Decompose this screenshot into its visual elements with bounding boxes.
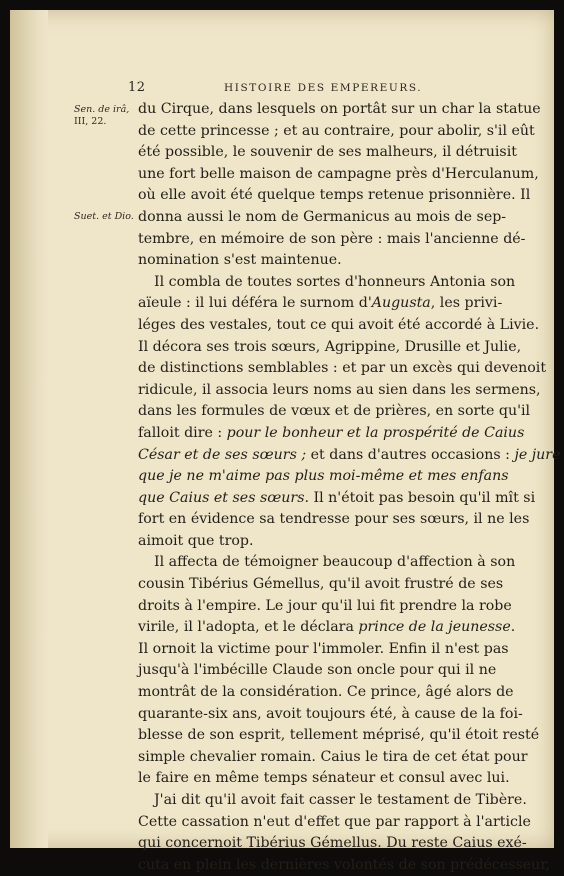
text-run: J'ai dit qu'il avoit fait casser le testament de Tibère. [154, 792, 527, 808]
text-run: , les privi- [430, 295, 503, 312]
text-line [138, 790, 527, 812]
text-line [138, 250, 484, 272]
margin-note-line: Suet. et Dio. [74, 211, 134, 222]
body-text [138, 99, 561, 876]
italic-text: prince de la jeunesse [358, 619, 511, 636]
page-number: 12 [128, 80, 146, 95]
text-line [138, 380, 541, 402]
text-run: qui concernoit Tibérius Gémellus. Du reste Caius exé- [138, 835, 527, 852]
text-line [138, 617, 516, 639]
text-line [138, 509, 530, 531]
text-line [138, 768, 510, 790]
text-run: Il combla de toutes sortes d'honneurs Antonia son [154, 273, 516, 290]
text-run: où elle avoit été quelque temps retenue prisonnière. Il [138, 187, 531, 204]
text-line [138, 682, 514, 704]
text-run: Il ornoit la victime pour l'immoler. Enfin il n'est pas [138, 640, 509, 657]
text-line [138, 488, 536, 510]
text-run: été possible, le souvenir de ses malheurs, il détruisit [138, 144, 517, 161]
text-line [138, 747, 528, 769]
text-run: une fort belle maison de campagne près d'Herculanum, [138, 165, 539, 182]
text-line [138, 358, 547, 380]
text-line [138, 121, 535, 143]
text-run: aïeule : il lui déféra le surnom d' [138, 295, 372, 312]
text-line [138, 725, 540, 747]
text-line [138, 574, 504, 596]
text-line [138, 423, 525, 445]
running-head: HISTOIRE DES EMPEREURS. [224, 82, 423, 94]
text-run: tembre, en mémoire de son père : mais l'ancienne dé- [138, 230, 526, 247]
text-run: aimoit que trop. [138, 532, 254, 549]
text-run: Cette cassation n'eut d'effet que par rapport à l'article [138, 813, 531, 830]
text-run: droits à l'empire. Le jour qu'il lui fit prendre la robe [138, 597, 512, 614]
italic-text: je jure [514, 446, 561, 463]
text-run: donna aussi le nom de Germanicus au mois de sep- [138, 208, 507, 225]
text-run: blesse de son esprit, tellement méprisé, qu'il étoit resté [138, 727, 540, 744]
italic-text: que Caius et ses sœurs. [138, 489, 309, 506]
italic-text: que je ne m'aime pas plus moi-même et mes enfans [138, 468, 509, 485]
text-run: de distinctions semblables : et par un excès qui devenoit [138, 360, 547, 377]
text-line [138, 466, 509, 488]
text-line [138, 142, 517, 164]
text-run: cousin Tibérius Gémellus, qu'il avoit frustré de ses [138, 576, 504, 593]
book-page [10, 10, 561, 873]
text-run: Il décora ses trois sœurs, Agrippine, Drusille et Julie, [138, 338, 522, 355]
text-line [138, 185, 531, 207]
page-gutter [10, 10, 48, 848]
italic-text: pour le bonheur et la prospérité de Caius [226, 424, 525, 441]
text-run: et dans d'autres occasions : [306, 446, 515, 463]
margin-note-line: III, 22. [74, 116, 107, 127]
text-line [138, 293, 503, 315]
margin-note-suetonius [74, 211, 136, 223]
text-line [138, 552, 516, 574]
text-line [138, 445, 561, 467]
margin-note-line: Sen. de irâ, [74, 104, 130, 115]
text-line [138, 704, 523, 726]
text-run: cuta en plein les dernières volontés de son prédécesseur, [138, 856, 551, 873]
text-line [138, 639, 509, 661]
text-run: Il affecta de témoigner beaucoup d'affection à son [154, 554, 516, 571]
text-line [138, 229, 526, 251]
text-run: nomination s'est maintenue. [138, 252, 342, 269]
text-run: virile, il l'adopta, et le déclara [138, 619, 359, 636]
text-run: ridicule, il associa leurs noms au sien dans les sermens, [138, 381, 541, 398]
italic-text: César et de ses sœurs ; [138, 446, 307, 463]
text-run: le faire en même temps sénateur et consul avec lui. [138, 770, 510, 787]
text-run: quarante-six ans, avoit toujours été, à cause de la foi- [138, 705, 523, 722]
text-line [138, 272, 516, 294]
text-line [138, 531, 484, 553]
text-line [138, 164, 539, 186]
italic-text: Augusta [371, 295, 431, 312]
text-line [138, 660, 497, 682]
text-line [138, 99, 541, 121]
text-run: jusqu'à l'imbécille Claude son oncle pour qui il ne [138, 662, 497, 679]
text-run: Il n'étoit pas besoin qu'il mît si [309, 489, 536, 506]
text-line [138, 207, 507, 229]
text-run: fort en évidence sa tendresse pour ses sœurs, il ne les [138, 511, 530, 528]
text-run: de cette princesse ; et au contraire, pour abolir, s'il eût [138, 122, 535, 139]
text-run: simple chevalier romain. Caius le tira de cet état pour [138, 748, 528, 765]
text-line [138, 401, 531, 423]
text-run: falloit dire : [138, 424, 227, 441]
text-line [138, 812, 531, 834]
text-run: . [510, 619, 516, 636]
text-line [138, 833, 527, 855]
margin-note-seneca [74, 104, 136, 128]
text-line [138, 337, 522, 359]
text-line [138, 596, 512, 618]
text-run: montrât de la considération. Ce prince, âgé alors de [138, 684, 514, 701]
text-run: du Cirque, dans lesquels on portât sur un char la statue [138, 101, 541, 117]
text-run: dans les formules de vœux et de prières, en sorte qu'il [138, 403, 531, 420]
text-run: léges des vestales, tout ce qui avoit été accordé à Livie. [138, 316, 540, 333]
text-line [138, 315, 540, 337]
